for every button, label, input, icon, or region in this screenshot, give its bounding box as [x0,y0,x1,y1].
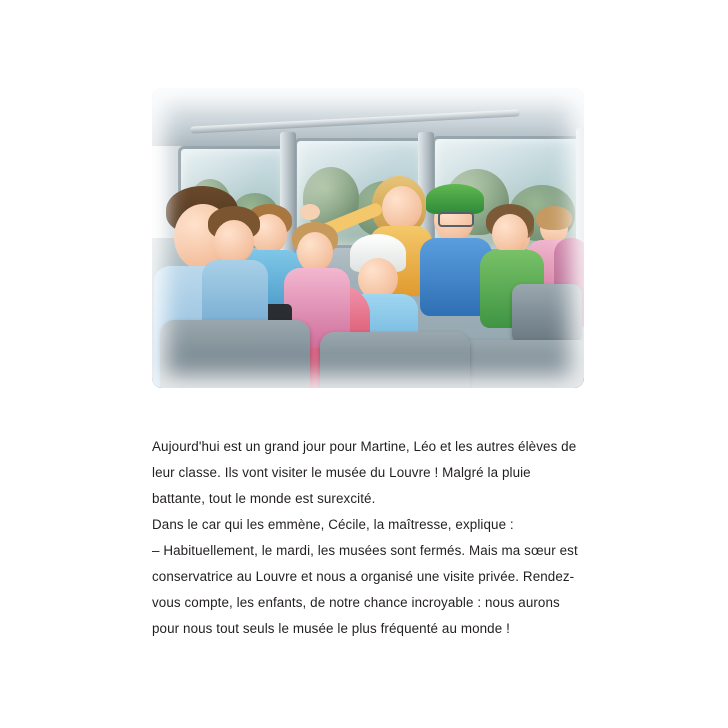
green-cap [426,184,484,214]
bus-seat [160,320,310,388]
bus-seat [512,284,582,344]
bus-seat [320,332,470,388]
paragraph-3: – Habituellement, le mardi, les musées sont fermés. Mais ma sœur est conservatrice au Louvre et nous a organisé une visite privée. Rendez-vous compte, les enfants, de notre chance incroyable : nous aurons pour nous tout seuls le musée le plus fréquenté au monde ! [152,543,578,636]
paragraph-1: Aujourd'hui est un grand jour pour Martine, Léo et les autres élèves de leur classe. Ils vont visiter le musée du Louvre ! Malgré la pluie battante, tout le monde est surexcité. [152,439,577,506]
bus-seat [452,340,584,388]
pointing-hand [300,204,320,220]
schoolchildren-on-bus-illustration [152,88,584,388]
glasses-icon [438,212,474,227]
story-text [152,434,584,642]
illustration-container [152,88,584,388]
paragraph-2: Dans le car qui les emmène, Cécile, la maîtresse, explique : [152,517,514,532]
